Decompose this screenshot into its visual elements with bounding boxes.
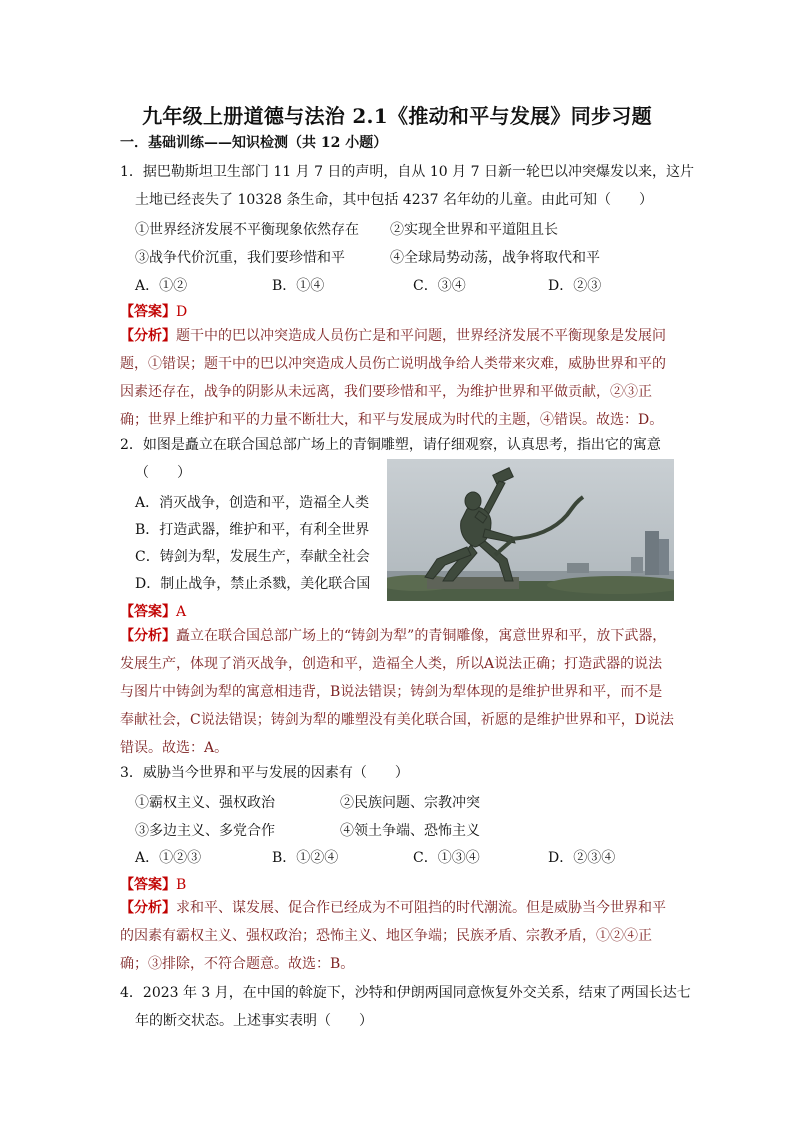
q2-stem-line2: （ ） [135, 465, 191, 481]
q2-answer [120, 601, 186, 621]
q1-stem-line1: 1．据巴勒斯坦卫生部门 11 月 7 日的声明，自从 10 月 7 日新一轮巴以冲突爆发以来，这片 [120, 164, 694, 180]
q3-option-c: C．①③④ [413, 850, 480, 866]
q2-stem-line1: 2．如图是矗立在联合国总部广场上的青铜雕塑，请仔细观察，认真思考，指出它的寓意 [120, 437, 661, 453]
q1-option-b: B．①④ [272, 278, 325, 294]
q4-stem-line2: 年的断交状态。上述事实表明（ ） [135, 1013, 373, 1029]
analysis-tag: 【分析】 [120, 328, 176, 344]
answer-tag: 【答案】 [120, 877, 176, 893]
q1-stem-line2: 土地已经丧失了 10328 条生命，其中包括 4237 名年幼的儿童。由此可知（ ） [135, 192, 653, 208]
section-heading: 一．基础训练——知识检测（共 12 小题） [120, 135, 388, 151]
q2-analysis [120, 622, 676, 762]
sword-to-plowshare-sculpture-photo [387, 459, 674, 601]
q3-stem-line1: 3．威胁当今世界和平与发展的因素有（ ） [120, 765, 409, 781]
q1-answer [120, 301, 187, 321]
page-title: 九年级上册道德与法治 2.1《推动和平与发展》同步习题 [142, 104, 652, 128]
q1-option-d: D．②③ [548, 278, 602, 294]
q1-statement-1: ①世界经济发展不平衡现象依然存在 [135, 222, 359, 238]
q3-option-a: A．①②③ [135, 850, 202, 866]
q1-analysis [120, 322, 676, 434]
q3-statement-1: ①霸权主义、强权政治 [135, 795, 275, 811]
q4-stem-line1: 4．2023 年 3 月，在中国的斡旋下，沙特和伊朗两国同意恢复外交关系，结束了两国长达七 [120, 985, 691, 1001]
q2-analysis-text: 矗立在联合国总部广场上的“铸剑为犁”的青铜雕像，寓意世界和平，放下武器，发展生产，体现了消灭战争，创造和平，造福全人类，所以A说法正确；打造武器的说法与图片中铸剑为犁的寓意相违背，B说法错误；铸剑为犁体现的是维护世界和平，而不是奉献社会，C说法错误；铸剑为犁的雕塑没有美化联合国，祈愿的是维护世界和平，D说法错误。故选：A。 [120, 628, 674, 756]
q1-statement-2: ②实现全世界和平道阻且长 [390, 222, 558, 238]
q1-analysis-text: 题干中的巴以冲突造成人员伤亡是和平问题，世界经济发展不平衡现象是发展问题，①错误；题干中的巴以冲突造成人员伤亡说明战争给人类带来灾难，威胁世界和平的因素还存在，战争的阴影从未远离，我们要珍惜和平，为维护世界和平做贡献，②③正确；世界上维护和平的力量不断壮大，和平与发展成为时代的主题，④错误。故选：D。 [120, 328, 666, 428]
q3-answer-value: B [176, 877, 187, 893]
q3-option-d: D．②③④ [548, 850, 616, 866]
q3-statement-3: ③多边主义、多党合作 [135, 823, 275, 839]
q3-statement-4: ④领土争端、恐怖主义 [340, 823, 480, 839]
answer-tag: 【答案】 [120, 304, 176, 320]
q3-analysis [120, 894, 676, 978]
q1-option-c: C．③④ [413, 278, 466, 294]
q2-option-d: D．制止战争，禁止杀戮，美化联合国 [135, 576, 371, 592]
q2-option-b: B．打造武器，维护和平，有利全世界 [135, 522, 370, 538]
q1-statement-3: ③战争代价沉重，我们要珍惜和平 [135, 250, 345, 266]
q3-statement-2: ②民族问题、宗教冲突 [340, 795, 480, 811]
q1-statement-4: ④全球局势动荡，战争将取代和平 [390, 250, 600, 266]
q2-option-c: C．铸剑为犁，发展生产，奉献全社会 [135, 549, 370, 565]
q1-answer-value: D [176, 304, 188, 320]
q2-answer-value: A [176, 604, 187, 620]
analysis-tag: 【分析】 [120, 900, 176, 916]
analysis-tag: 【分析】 [120, 628, 176, 644]
q3-analysis-text: 求和平、谋发展、促合作已经成为不可阻挡的时代潮流。但是威胁当今世界和平的因素有霸权主义、强权政治；恐怖主义、地区争端；民族矛盾、宗教矛盾，①②④正确；③排除，不符合题意。故选：B。 [120, 900, 666, 972]
q3-option-b: B．①②④ [272, 850, 339, 866]
q2-option-a: A．消灭战争，创造和平，造福全人类 [135, 495, 370, 511]
q3-answer [120, 874, 186, 894]
q1-option-a: A．①② [135, 278, 188, 294]
answer-tag: 【答案】 [120, 604, 176, 620]
